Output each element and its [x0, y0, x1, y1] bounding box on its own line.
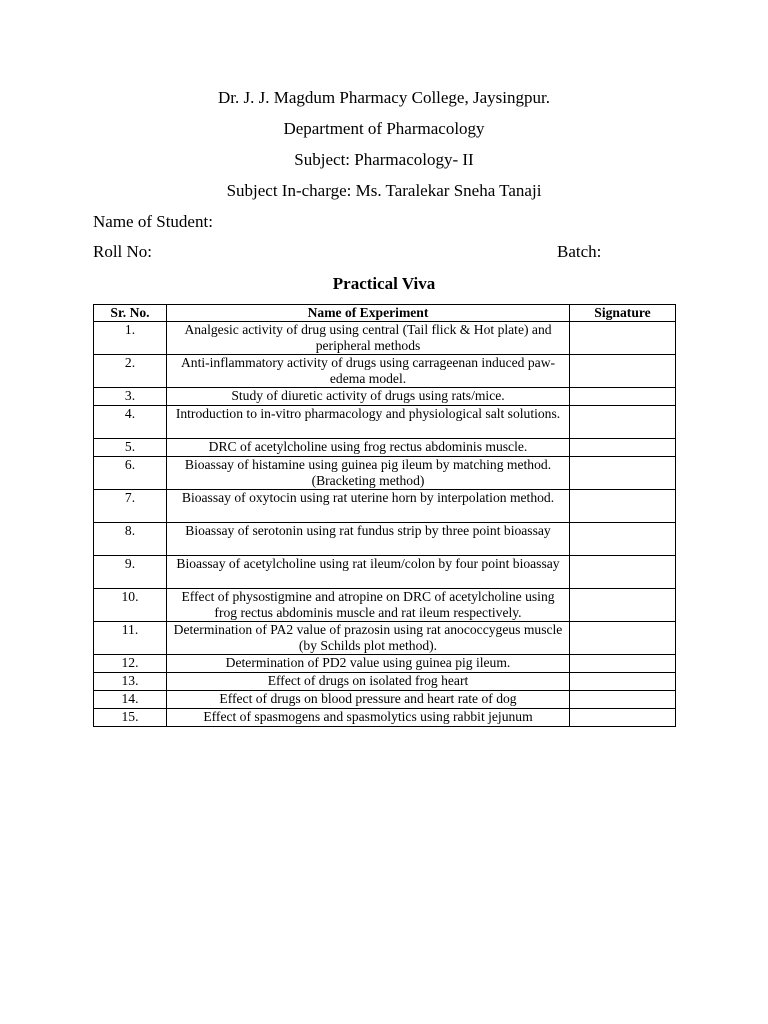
table-row [94, 691, 676, 709]
row-signature-cell [570, 355, 676, 388]
roll-no-label: Roll No: [93, 242, 153, 261]
row-sr-no: 11. [94, 622, 167, 655]
header-sr-no: Sr. No. [94, 305, 167, 322]
row-signature-cell [570, 691, 676, 709]
college-name: Dr. J. J. Magdum Pharmacy College, Jaysingpur. [218, 88, 550, 107]
row-signature-cell [570, 655, 676, 673]
row-experiment-name: Bioassay of histamine using guinea pig ileum by matching method. (Bracketing method) [167, 457, 570, 490]
table-header-row [94, 305, 676, 322]
row-signature-cell [570, 556, 676, 589]
row-experiment-name: Effect of physostigmine and atropine on DRC of acetylcholine using frog rectus abdominis muscle and rat ileum respectively. [167, 589, 570, 622]
row-sr-no: 2. [94, 355, 167, 388]
row-sr-no: 7. [94, 490, 167, 523]
row-signature-cell [570, 388, 676, 406]
table-row [94, 322, 676, 355]
row-sr-no: 3. [94, 388, 167, 406]
row-experiment-name: Effect of drugs on isolated frog heart [167, 673, 570, 691]
row-sr-no: 4. [94, 406, 167, 439]
row-sr-no: 5. [94, 439, 167, 457]
row-sr-no: 1. [94, 322, 167, 355]
table-row [94, 655, 676, 673]
table-row [94, 709, 676, 727]
row-experiment-name: Bioassay of oxytocin using rat uterine horn by interpolation method. [167, 490, 570, 523]
row-signature-cell [570, 673, 676, 691]
department-name: Department of Pharmacology [283, 119, 485, 138]
student-name-label: Name of Student: [93, 212, 213, 231]
table-row [94, 355, 676, 388]
row-signature-cell [570, 322, 676, 355]
row-experiment-name: Study of diuretic activity of drugs using rats/mice. [167, 388, 570, 406]
table-row [94, 406, 676, 439]
row-experiment-name: Introduction to in-vitro pharmacology and physiological salt solutions. [167, 406, 570, 439]
row-sr-no: 8. [94, 523, 167, 556]
subject-incharge-line: Subject In-charge: Ms. Taralekar Sneha Tanaji [226, 181, 542, 200]
row-signature-cell [570, 709, 676, 727]
table-row [94, 622, 676, 655]
table-row [94, 589, 676, 622]
table-row [94, 523, 676, 556]
table-row [94, 490, 676, 523]
row-experiment-name: Effect of drugs on blood pressure and heart rate of dog [167, 691, 570, 709]
row-signature-cell [570, 622, 676, 655]
row-experiment-name: Anti-inflammatory activity of drugs using carrageenan induced paw-edema model. [167, 355, 570, 388]
row-signature-cell [570, 439, 676, 457]
row-signature-cell [570, 406, 676, 439]
header-signature: Signature [570, 305, 676, 322]
practical-viva-title: Practical Viva [332, 274, 436, 293]
table-row [94, 457, 676, 490]
experiments-table [93, 304, 676, 727]
row-sr-no: 13. [94, 673, 167, 691]
row-signature-cell [570, 457, 676, 490]
row-sr-no: 10. [94, 589, 167, 622]
row-sr-no: 6. [94, 457, 167, 490]
table-row [94, 556, 676, 589]
header-experiment-name: Name of Experiment [167, 305, 570, 322]
row-sr-no: 9. [94, 556, 167, 589]
row-signature-cell [570, 490, 676, 523]
row-experiment-name: Analgesic activity of drug using central (Tail flick & Hot plate) and peripheral methods [167, 322, 570, 355]
table-row [94, 439, 676, 457]
row-sr-no: 12. [94, 655, 167, 673]
table-row [94, 673, 676, 691]
row-experiment-name: Effect of spasmogens and spasmolytics using rabbit jejunum [167, 709, 570, 727]
batch-label: Batch: [557, 242, 602, 261]
subject-line: Subject: Pharmacology- II [294, 150, 474, 169]
row-experiment-name: Bioassay of acetylcholine using rat ileum/colon by four point bioassay [167, 556, 570, 589]
row-experiment-name: Determination of PD2 value using guinea pig ileum. [167, 655, 570, 673]
row-signature-cell [570, 523, 676, 556]
row-experiment-name: DRC of acetylcholine using frog rectus abdominis muscle. [167, 439, 570, 457]
row-sr-no: 15. [94, 709, 167, 727]
row-signature-cell [570, 589, 676, 622]
row-sr-no: 14. [94, 691, 167, 709]
table-row [94, 388, 676, 406]
row-experiment-name: Determination of PA2 value of prazosin using rat anococcygeus muscle (by Schilds plot method). [167, 622, 570, 655]
row-experiment-name: Bioassay of serotonin using rat fundus strip by three point bioassay [167, 523, 570, 556]
